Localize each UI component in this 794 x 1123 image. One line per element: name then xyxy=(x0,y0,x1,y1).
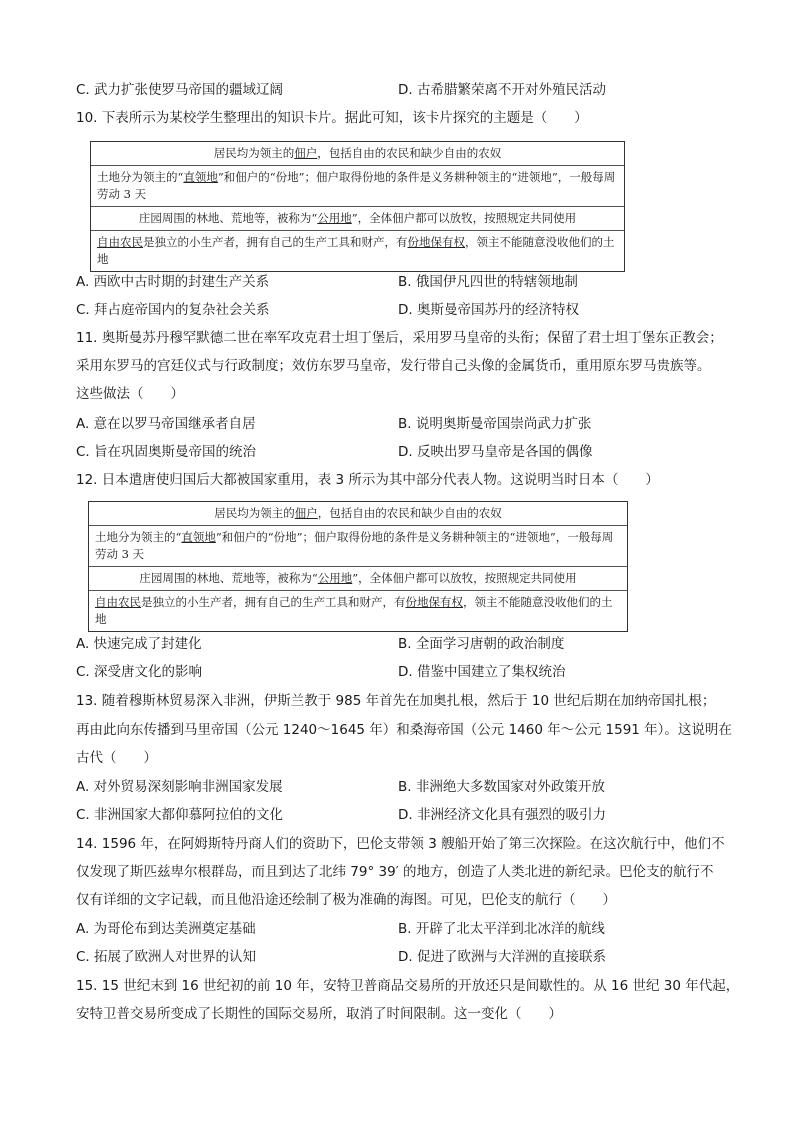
card-row-1: 居民均为领主的佃户，包括自由的农民和缺少自由的农奴 xyxy=(91,142,624,166)
q11-option-a: A. 意在以罗马帝国继承者自居 xyxy=(76,416,256,432)
q14-option-d: D. 促进了欧洲与大洋洲的直接联系 xyxy=(398,949,606,965)
q10-stem: 10. 下表所示为某校学生整理出的知识卡片。据此可知，该卡片探究的主题是（ ） xyxy=(76,110,588,126)
q13-stem-line-3: 古代（ ） xyxy=(76,750,157,766)
q14-stem-line-1: 14. 1596 年，在阿姆斯特丹商人们的资助下，巴伦支带领 3 艘船开始了第三次探险。在这次航行中，他们不 xyxy=(76,836,725,852)
q14-option-c: C. 拓展了欧洲人对世界的认知 xyxy=(76,949,257,965)
q10-option-c: C. 拜占庭帝国内的复杂社会关系 xyxy=(76,302,270,318)
q10-option-d: D. 奥斯曼帝国苏丹的经济特权 xyxy=(398,302,579,318)
q13-stem-line-1: 13. 随着穆斯林贸易深入非洲，伊斯兰教于 985 年首先在加奥扎根，然后于 10 世纪后期在加纳帝国扎根； xyxy=(76,693,716,709)
card-row-4: 自由农民是独立的小生产者，拥有自己的生产工具和财产，有份地保有权，领主不能随意没收他们的土地 xyxy=(95,595,613,626)
card-row-3: 庄园周围的林地、荒地等，被称为“公用地”，全体佃户都可以放牧，按照规定共同使用 xyxy=(91,207,624,231)
q10-option-a: A. 西欧中古时期的封建生产关系 xyxy=(76,274,270,290)
q13-option-b: B. 非洲绝大多数国家对外政策开放 xyxy=(398,779,605,795)
prev-option-c: C. 武力扩张使罗马帝国的疆域辽阔 xyxy=(76,82,284,98)
q10-option-b: B. 俄国伊凡四世的特辖领地制 xyxy=(398,274,578,290)
card-row-2: 土地分为领主的“直领地”和佃户的“份地”；佃户取得份地的条件是义务耕种领主的“进领地”，一般每周 劳动 3 天 xyxy=(89,526,627,567)
q14-option-b: B. 开辟了北太平洋到北冰洋的航线 xyxy=(398,921,605,937)
knowledge-card-q12 xyxy=(88,501,628,632)
card-row-2: 土地分为领主的“直领地”和佃户的“份地”；佃户取得份地的条件是义务耕种领主的“进领地”，一般每周 劳动 3 天 xyxy=(91,166,624,207)
q14-stem-line-2: 仅发现了斯匹兹卑尔根群岛，而且到达了北纬 79° 39′ 的地方，创造了人类北进的新纪录。巴伦支的航行不 xyxy=(76,864,714,880)
q11-option-d: D. 反映出罗马皇帝是各国的偶像 xyxy=(398,444,593,460)
q12-option-c: C. 深受唐文化的影响 xyxy=(76,664,203,680)
prev-option-d: D. 古希腊繁荣离不开对外殖民活动 xyxy=(398,82,606,98)
q11-stem-line-2: 采用东罗马的宫廷仪式与行政制度；效仿东罗马皇帝，发行带自己头像的金属货币，重用原东罗马贵族等。 xyxy=(76,358,711,374)
q11-option-c: C. 旨在巩固奥斯曼帝国的统治 xyxy=(76,444,257,460)
q14-option-a: A. 为哥伦布到达美洲奠定基础 xyxy=(76,921,256,937)
q14-stem-line-3: 仅有详细的文字记载，而且他沿途还绘制了极为准确的海图。可见，巴伦支的航行（ ） xyxy=(76,892,616,908)
q13-option-c: C. 非洲国家大都仰慕阿拉伯的文化 xyxy=(76,807,284,823)
q12-option-a: A. 快速完成了封建化 xyxy=(76,636,202,652)
q11-stem-line-1: 11. 奥斯曼苏丹穆罕默德二世在率军攻克君士坦丁堡后，采用罗马皇帝的头衔；保留了君士坦丁堡东正教会； xyxy=(76,330,723,346)
card-row-4: 自由农民是独立的小生产者，拥有自己的生产工具和财产，有份地保有权，领主不能随意没收他们的土地 xyxy=(97,235,615,266)
q11-option-b: B. 说明奥斯曼帝国崇尚武力扩张 xyxy=(398,416,592,432)
q11-stem-line-3: 这些做法（ ） xyxy=(76,386,184,402)
q15-stem-line-1: 15. 15 世纪末到 16 世纪初的前 10 年，安特卫普商品交易所的开放还只是间歇性的。从 16 世纪 30 年代起， xyxy=(76,978,740,994)
q12-stem: 12. 日本遣唐使归国后大都被国家重用，表 3 所示为其中部分代表人物。这说明当时日本（ ） xyxy=(76,472,659,488)
q12-option-b: B. 全面学习唐朝的政治制度 xyxy=(398,636,565,652)
q12-option-d: D. 借鉴中国建立了集权统治 xyxy=(398,664,566,680)
q15-stem-line-2: 安特卫普交易所变成了长期性的国际交易所，取消了时间限制。这一变化（ ） xyxy=(76,1006,562,1022)
card-row-3: 庄园周围的林地、荒地等，被称为“公用地”，全体佃户都可以放牧，按照规定共同使用 xyxy=(89,567,627,591)
q13-option-d: D. 非洲经济文化具有强烈的吸引力 xyxy=(398,807,606,823)
card-row-1: 居民均为领主的佃户，包括自由的农民和缺少自由的农奴 xyxy=(89,502,627,526)
knowledge-card-q10 xyxy=(90,141,625,272)
q13-option-a: A. 对外贸易深刻影响非洲国家发展 xyxy=(76,779,283,795)
q13-stem-line-2: 再由此向东传播到马里帝国（公元 1240～1645 年）和桑海帝国（公元 1460 年～公元 1591 年）。这说明在 xyxy=(76,722,732,738)
